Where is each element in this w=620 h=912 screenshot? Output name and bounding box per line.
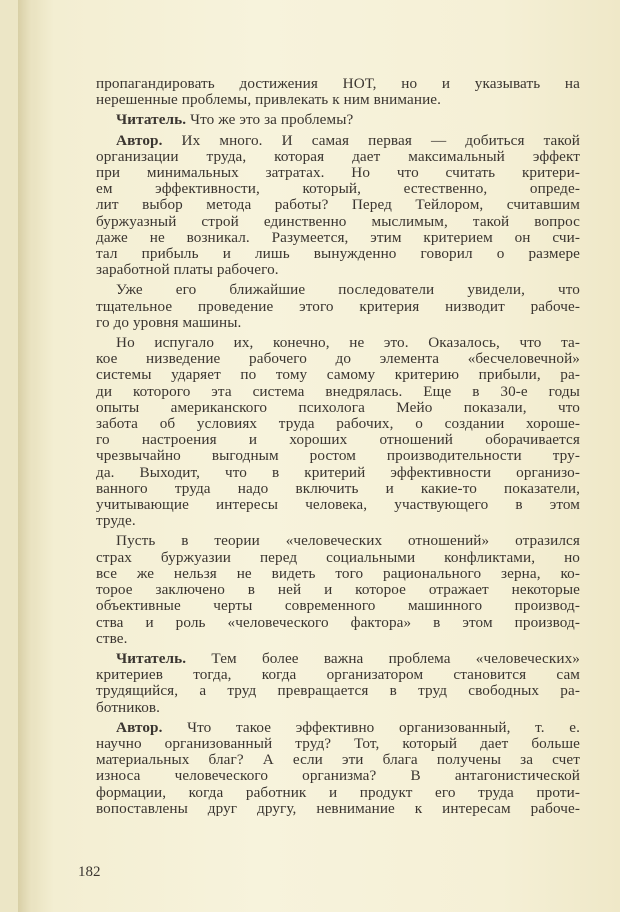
line-text: формации, когда работник и продукт его труда проти- [96,783,580,801]
line-text: заработной платы рабочего. [96,261,279,279]
line-text: трудящийся, а труд превращается в труд свободных ра- [96,682,580,700]
line-text: даже не возникал. Разумеется, этим критерием он счи- [96,228,580,246]
line-text: ства и роль «человеческого фактора» в этом производ- [96,613,580,631]
text-line [96,92,580,108]
line-text: Что же это за проблемы? [186,111,354,129]
speaker-label: Автор. [116,718,163,736]
text-line [96,513,580,529]
text-line [96,149,580,165]
text-line [96,432,580,448]
text-line [96,351,580,367]
line-text: научно организованный труд? Тот, который дает больше [96,734,580,752]
text-line [96,752,580,768]
text-line [96,400,580,416]
page-number: 182 [78,864,101,880]
text-line [96,582,580,598]
line-text: тщательное проведение этого критерия низводит рабоче- [96,297,580,315]
line-text: Но испугало их, конечно, не это. Оказалось, что та- [116,334,580,352]
line-text: страх буржуазии перед социальными конфликтами, но [96,548,580,566]
text-line [96,416,580,432]
page-binding-shadow [18,0,40,912]
line-text: материальных благ? А если эти блага получены за счет [96,751,580,769]
line-text: забота об условиях труда рабочих, о создании хороше- [96,415,580,433]
line-text: Что такое эффективно организованный, т. е. [162,718,580,736]
text-line [96,481,580,497]
line-text: Уже его ближайшие последователи увидели, что [116,281,580,299]
line-text: чрезвычайно выгодным ростом производительности тру- [96,447,580,465]
text-line [96,112,580,128]
line-text: стве. [96,629,128,647]
text-line [96,736,580,752]
text-line [96,667,580,683]
line-text: критериев тогда, когда организатором становится сам [96,666,580,684]
line-text: да. Выходит, что в критерий эффективности организо- [96,463,580,481]
text-line [96,700,580,716]
line-text: Пусть в теории «человеческих отношений» отразился [116,532,580,550]
text-line [96,801,580,817]
text-line [96,181,580,197]
line-text: кое низведение рабочего до элемента «бесчеловечной» [96,350,580,368]
text-line [96,497,580,513]
text-line [96,214,580,230]
text-line [96,720,580,736]
line-text: учитывающие интересы человека, участвующего в этом [96,496,580,514]
text-line [96,651,580,667]
line-text: опыты американского психолога Мейо показали, что [96,398,580,416]
line-text: ванного труда надо включить и какие-то показатели, [96,479,580,497]
line-text: пропагандировать достижения НОТ, но и указывать на [96,75,580,92]
text-line [96,566,580,582]
line-text: тал прибыль и лишь вынужденно говорил о размере [96,245,580,263]
text-line [96,448,580,464]
line-text: при минимальных затратах. Но что считать критери- [96,164,580,182]
speaker-label: Автор. [116,131,163,149]
line-text: системы ударяет по тому самому критерию прибыли, ра- [96,366,580,384]
text-line [96,230,580,246]
line-text: вопоставлены друг другу, невнимание к интересам рабоче- [96,799,580,817]
line-text: объективные черты современного машинного производ- [96,597,580,615]
line-text: го до уровня машины. [96,313,242,331]
text-line [96,165,580,181]
text-line [96,631,580,647]
text-line [96,299,580,315]
text-line [96,197,580,213]
text-line [96,262,580,278]
line-text: буржуазный строй единственно мыслимым, такой вопрос [96,212,580,230]
line-text: ди которого эта система внедрялась. Еще в 30-е годы [96,382,580,400]
text-line [96,282,580,298]
line-text: торое заключено в ней и которое отражает некоторые [96,581,580,599]
line-text: ботников. [96,698,161,716]
text-line [96,76,580,92]
text-line [96,367,580,383]
text-line [96,598,580,614]
line-text: нерешенные проблемы, привлекать к ним внимание. [96,91,442,109]
text-line [96,246,580,262]
page-text [96,76,580,817]
text-line [96,133,580,149]
text-line [96,335,580,351]
line-text: труде. [96,512,136,530]
text-line [96,384,580,400]
text-line [96,465,580,481]
text-line [96,768,580,784]
line-text: лит выбор метода работы? Перед Тейлором, считавшим [96,196,580,214]
line-text: все же нельзя не видеть того рационального зерна, ко- [96,564,580,582]
line-text: организации труда, которая дает максимальный эффект [96,147,580,165]
text-line [96,785,580,801]
line-text: износа человеческого организма? В антагонистической [96,767,580,785]
line-text: Их много. И самая первая — добиться такой [162,131,580,149]
text-line [96,683,580,699]
text-line [96,533,580,549]
line-text: го настроения и хороших отношений оборачивается [96,431,580,449]
speaker-label: Читатель. [116,649,187,667]
speaker-label: Читатель. [116,111,187,129]
line-text: Тем более важна проблема «человеческих» [186,649,580,667]
text-line [96,615,580,631]
text-line [96,550,580,566]
line-text: ем эффективности, который, естественно, опреде- [96,180,580,198]
text-line [96,315,580,331]
